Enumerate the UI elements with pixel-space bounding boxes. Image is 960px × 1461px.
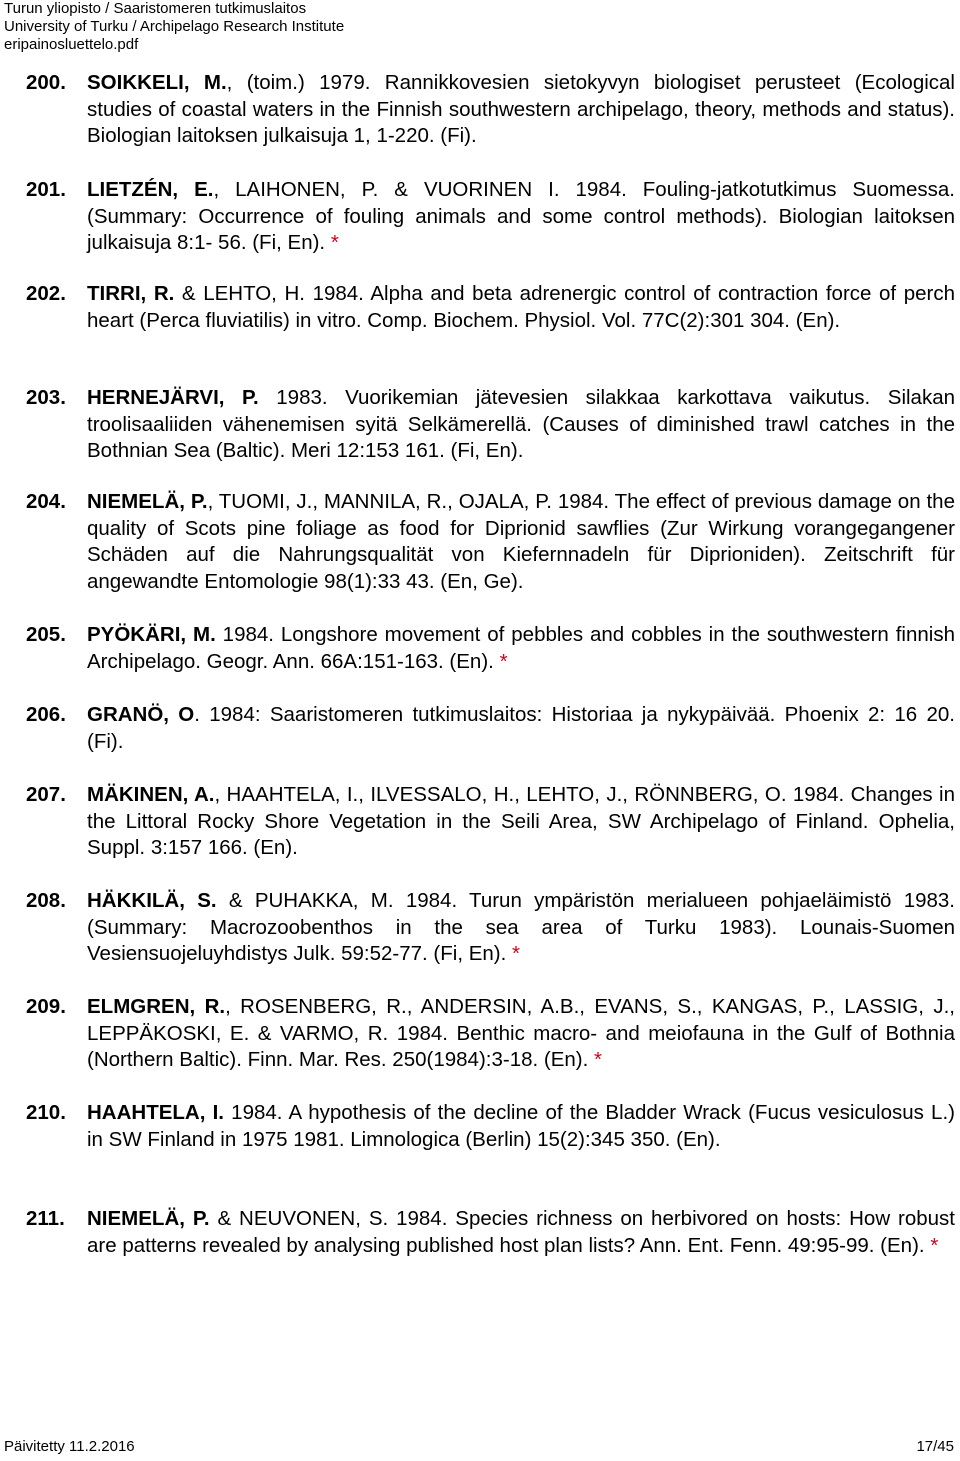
- publication-entry: [0, 489, 960, 595]
- entry-author: PYÖKÄRI, M.: [87, 623, 216, 646]
- entry-number: 204.: [26, 490, 66, 513]
- entry-number: 203.: [26, 386, 66, 409]
- entry-details: & LEHTO, H. 1984. Alpha and beta adrenergic control of contraction force of perch heart (Perca fluviatilis) in vitro. Comp. Biochem. Physiol. Vol. 77C(2):301 304. (En).: [87, 282, 955, 332]
- entry-star-marker: *: [330, 231, 339, 254]
- entry-author: NIEMELÄ, P.: [87, 1207, 210, 1230]
- entry-details: . 1984: Saaristomeren tutkimuslaitos: Historiaa ja nykypäivää. Phoenix 2: 16 20. (Fi).: [87, 703, 955, 753]
- publication-entry: [0, 1100, 960, 1153]
- entry-author: NIEMELÄ, P.: [87, 490, 208, 513]
- entry-citation: [87, 994, 955, 1074]
- page-number: 17/45: [916, 1438, 954, 1455]
- entry-number: 210.: [26, 1101, 66, 1124]
- entry-number: 211.: [26, 1207, 65, 1230]
- entry-number: 205.: [26, 623, 66, 646]
- entry-citation: [87, 1100, 955, 1153]
- entry-number: 208.: [26, 889, 66, 912]
- entry-details: , ROSENBERG, R., ANDERSIN, A.B., EVANS, S., KANGAS, P., LASSIG, J., LEPPÄKOSKI, E. & VARMO, R. 1984. Benthic macro- and meiofauna in the Gulf of Bothnia (Northern Baltic). Finn. Mar. Res. 250(1984):3-18. (En).: [87, 995, 955, 1071]
- header-filename: eripainosluettelo.pdf: [4, 36, 139, 53]
- entry-number: 201.: [26, 178, 66, 201]
- entry-details: , (toim.) 1979. Rannikkovesien sietokyvyn biologiset perusteet (Ecological studies of coastal waters in the Finnish southwestern archipelago, theory, methods and status). Biologian laitoksen julkaisuja 1, 1-220. (Fi).: [87, 71, 955, 147]
- entry-star-marker: *: [512, 942, 521, 965]
- entry-author: TIRRI, R.: [87, 282, 175, 305]
- publication-entry: [0, 281, 960, 334]
- entry-citation: [87, 1206, 955, 1259]
- header-institution-fi: Turun yliopisto / Saaristomeren tutkimuslaitos: [4, 0, 307, 17]
- entry-citation: [87, 489, 955, 595]
- publication-entry: [0, 622, 960, 675]
- publication-entry: [0, 702, 960, 755]
- updated-date: Päivitetty 11.2.2016: [4, 1438, 135, 1455]
- publication-entry: [0, 994, 960, 1074]
- document-header: [4, 0, 344, 54]
- entry-details: 1984. Longshore movement of pebbles and cobbles in the southwestern finnish Archipelago. Geogr. Ann. 66A:151-163. (En).: [87, 623, 955, 673]
- entry-star-marker: *: [594, 1048, 602, 1071]
- entry-star-marker: *: [930, 1233, 939, 1257]
- publication-entry: [0, 888, 960, 968]
- entry-citation: [87, 888, 955, 968]
- entry-author: SOIKKELI, M.: [87, 71, 227, 94]
- publication-entry: [0, 70, 960, 150]
- entry-citation: [87, 177, 955, 257]
- entry-author: HÄKKILÄ, S.: [87, 889, 217, 912]
- entry-citation: [87, 70, 955, 150]
- entry-author: LIETZÉN, E.: [87, 178, 214, 201]
- publication-entry: [0, 385, 960, 465]
- header-institution-en: University of Turku / Archipelago Research Institute: [4, 18, 345, 35]
- entry-author: HAAHTELA, I.: [87, 1101, 224, 1124]
- entry-citation: [87, 281, 955, 334]
- entry-author: GRANÖ, O: [87, 703, 195, 726]
- entry-details: , TUOMI, J., MANNILA, R., OJALA, P. 1984. The effect of previous damage on the quality of Scots pine foliage as food for Diprionid sawflies (Zur Wirkung vorangegangener Schäden auf die Nahrungsqualität von Kiefernnadeln für Diprioniden). Zeitschrift für angewandte Entomologie 98(1):33 43. (En, Ge).: [87, 490, 955, 593]
- publication-entry: [0, 782, 960, 862]
- publication-entry: [0, 177, 960, 257]
- entry-citation: [87, 702, 955, 755]
- entry-details: 1984. A hypothesis of the decline of the Bladder Wrack (Fucus vesiculosus L.) in SW Finland in 1975 1981. Limnologica (Berlin) 15(2):345 350. (En).: [87, 1101, 955, 1151]
- entry-number: 206.: [26, 703, 66, 726]
- entry-number: 209.: [26, 995, 66, 1018]
- entry-details: , LAIHONEN, P. & VUORINEN I. 1984. Fouling-jatkotutkimus Suomessa. (Summary: Occurrence of fouling animals and some control methods). Biologian laitoksen julkaisuja 8:1- 56. (Fi, En).: [87, 178, 955, 254]
- entry-details: & NEUVONEN, S. 1984. Species richness on herbivored on hosts: How robust are patterns revealed by analysing published host plan lists? Ann. Ent. Fenn. 49:95-99. (En).: [87, 1207, 955, 1257]
- publication-entry: [0, 1206, 960, 1259]
- entry-author: ELMGREN, R.: [87, 995, 226, 1018]
- entry-number: 202.: [26, 282, 66, 305]
- entry-details: 1983. Vuorikemian jätevesien silakkaa karkottava vaikutus. Silakan troolisaaliiden vähenemisen syitä Selkämerellä. (Causes of diminished trawl catches in the Bothnian Sea (Baltic). Meri 12:153 161. (Fi, En).: [87, 386, 956, 462]
- entry-citation: [87, 385, 955, 465]
- entry-star-marker: *: [499, 649, 508, 673]
- entry-author: HERNEJÄRVI, P.: [87, 386, 259, 409]
- entry-citation: [87, 782, 955, 862]
- entry-number: 200.: [26, 71, 66, 94]
- entry-details: & PUHAKKA, M. 1984. Turun ympäristön merialueen pohjaeläimistö 1983. (Summary: Macrozoobenthos in the sea area of Turku 1983). Lounais-Suomen Vesiensuojeluyhdistys Julk. 59:52-77. (Fi, En).: [87, 889, 956, 965]
- entry-author: MÄKINEN, A.: [87, 783, 215, 806]
- entry-citation: [87, 622, 955, 675]
- entry-number: 207.: [26, 783, 66, 806]
- entry-details: , HAAHTELA, I., ILVESSALO, H., LEHTO, J., RÖNNBERG, O. 1984. Changes in the Littoral Rocky Shore Vegetation in the Seili Area, SW Archipelago of Finland. Ophelia, Suppl. 3:157 166. (En).: [87, 783, 955, 859]
